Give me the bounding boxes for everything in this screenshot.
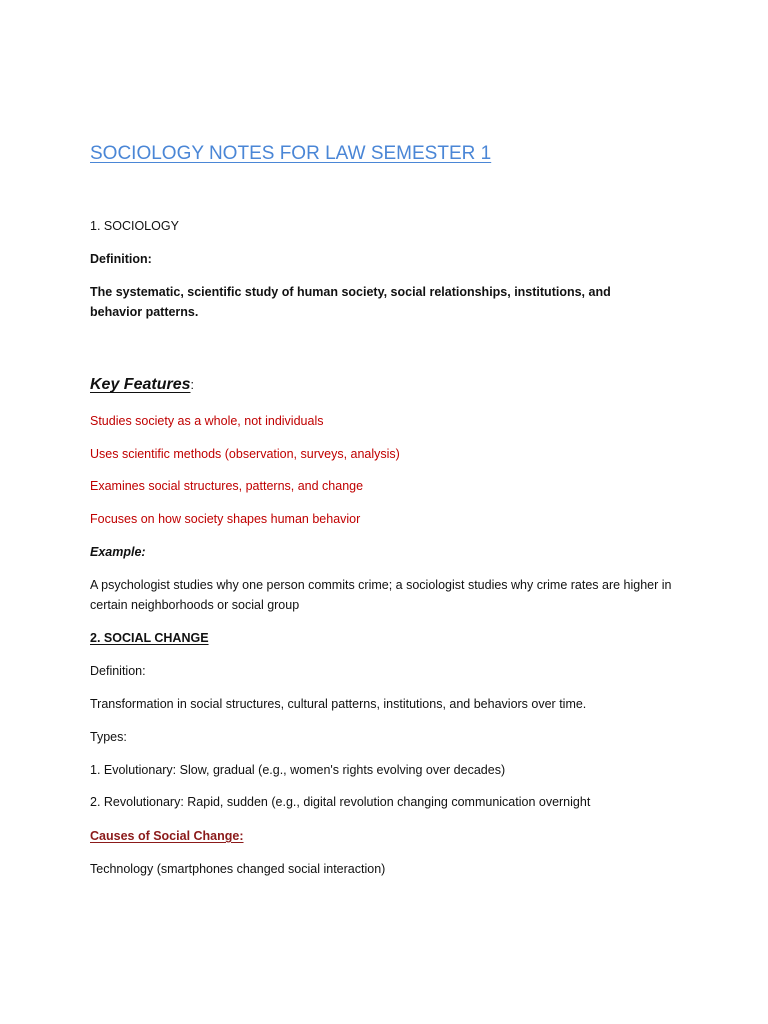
type-item: 2. Revolutionary: Rapid, sudden (e.g., digital revolution changing communication overnight — [90, 795, 591, 809]
example-label: Example: — [90, 545, 146, 559]
key-features-label: Key Features — [90, 376, 191, 393]
section-2-definition-text: Transformation in social structures, cultural patterns, institutions, and behaviors over time. — [90, 697, 587, 711]
section-2-definition-label: Definition: — [90, 664, 146, 678]
section-2-heading: 2. SOCIAL CHANGE — [90, 631, 209, 645]
key-feature-item: Uses scientific methods (observation, surveys, analysis) — [90, 447, 400, 461]
key-feature-item: Focuses on how society shapes human behavior — [90, 512, 361, 526]
cause-item: Technology (smartphones changed social interaction) — [90, 862, 386, 876]
section-1-definition-text: The systematic, scientific study of human society, social relationships, institutions, and behavior patterns. — [90, 285, 611, 319]
causes-heading: Causes of Social Change: — [90, 829, 244, 843]
key-features-colon: : — [190, 378, 194, 392]
types-label: Types: — [90, 730, 127, 744]
section-1-definition-label: Definition: — [90, 252, 152, 266]
key-feature-item: Studies society as a whole, not individuals — [90, 414, 324, 428]
document-title: SOCIOLOGY NOTES FOR LAW SEMESTER 1 — [90, 143, 492, 164]
type-item: 1. Evolutionary: Slow, gradual (e.g., women's rights evolving over decades) — [90, 763, 506, 777]
section-1-heading: 1. SOCIOLOGY — [90, 219, 179, 233]
key-feature-item: Examines social structures, patterns, and change — [90, 479, 364, 493]
key-features-heading — [90, 373, 194, 397]
example-text: A psychologist studies why one person commits crime; a sociologist studies why crime rates are higher in certain neighborhoods or social group — [90, 578, 672, 612]
